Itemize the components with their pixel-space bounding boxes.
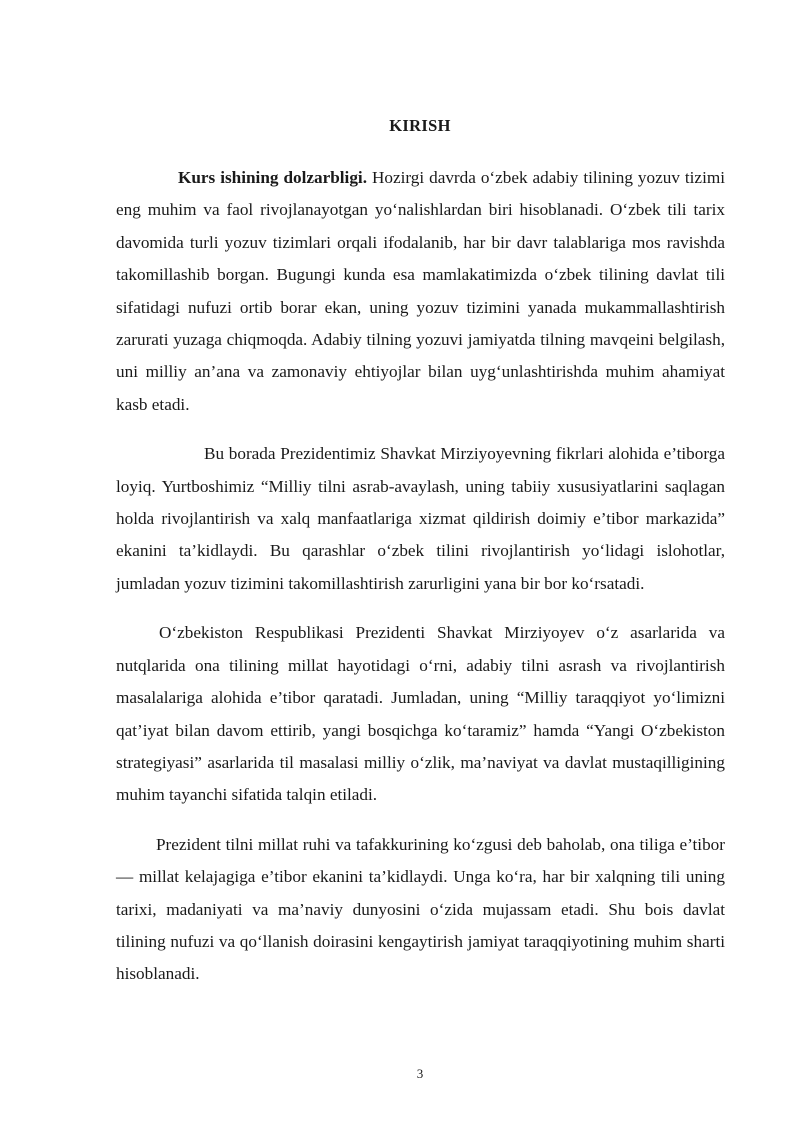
document-body xyxy=(116,162,725,991)
page-number: 3 xyxy=(416,1066,424,1081)
paragraph-relevance xyxy=(116,162,725,421)
paragraph-lead: Kurs ishining dolzarbligi. xyxy=(178,168,367,187)
paragraph-president-views: Bu borada Prezidentimiz Shavkat Mirziyoyevning fikrlari alohida e’tiborga loyiq. Yurtboshimiz “Milliy tilni asrab-avaylash, uning tabiiy xususiyatlarini saqlagan holda rivojlantirish va xalq manfaatlariga xizmat qildirish doimiy e’tibor markazida” ekanini ta’kidlaydi. Bu qarashlar o‘zbek tilini rivojlantirish yo‘lidagi islohotlar, jumladan yozuv tizimini takomillashtirish zarurligini yana bir bor ko‘rsatadi. xyxy=(116,444,725,593)
paragraph-language-significance: Prezident tilni millat ruhi va tafakkurining ko‘zgusi deb baholab, ona tiliga e’tibor — millat kelajagiga e’tibor ekanini ta’kidlaydi. Unga ko‘ra, har bir xalqning tili uning tarixi, madaniyati va ma’naviy dunyosini o‘zida mujassam etadi. Shu bois davlat tilining nufuzi va qo‘llanish doirasini kengaytirish jamiyat taraqqiyotining muhim sharti hisoblanadi. xyxy=(116,834,725,984)
paragraph-president-works: O‘zbekiston Respublikasi Prezidenti Shavkat Mirziyoyev o‘z asarlarida va nutqlarida ona tilining millat hayotidagi o‘rni, adabiy tilni asrash va rivojlantirish masalalariga alohida e’tibor qaratadi. Jumladan, uning “Milliy taraqqiyot yo‘limizni qat’iyat bilan davom ettirib, yangi bosqichga ko‘taramiz” hamda “Yangi O‘zbekiston strategiyasi” asarlarida til masalasi milliy o‘zlik, ma’naviyat va davlat mustaqilligining muhim tayanchi sifatida talqin etiladi. xyxy=(116,623,725,805)
section-title: KIRISH xyxy=(389,116,451,135)
paragraph-text: Hozirgi davrda o‘zbek adabiy tilining yozuv tizimi eng muhim va faol rivojlanayotgan yo‘nalishlardan biri hisoblanadi. O‘zbek tili tarix davomida turli yozuv tizimlari orqali ifodalanib, har bir davr talablariga mos ravishda takomillashib borgan. Bugungi kunda esa mamlakatimizda o‘zbek tilining davlat tili sifatidagi nufuzi ortib borar ekan, uning yozuv tizimini yanada mukammallashtirish zarurati yuzaga chiqmoqda. Adabiy tilning yozuvi jamiyatda tilning mavqeini belgilash, uni milliy an’ana va zamonaviy ehtiyojlar bilan uyg‘unlashtirishda muhim ahamiyat kasb etadi. xyxy=(116,168,725,414)
